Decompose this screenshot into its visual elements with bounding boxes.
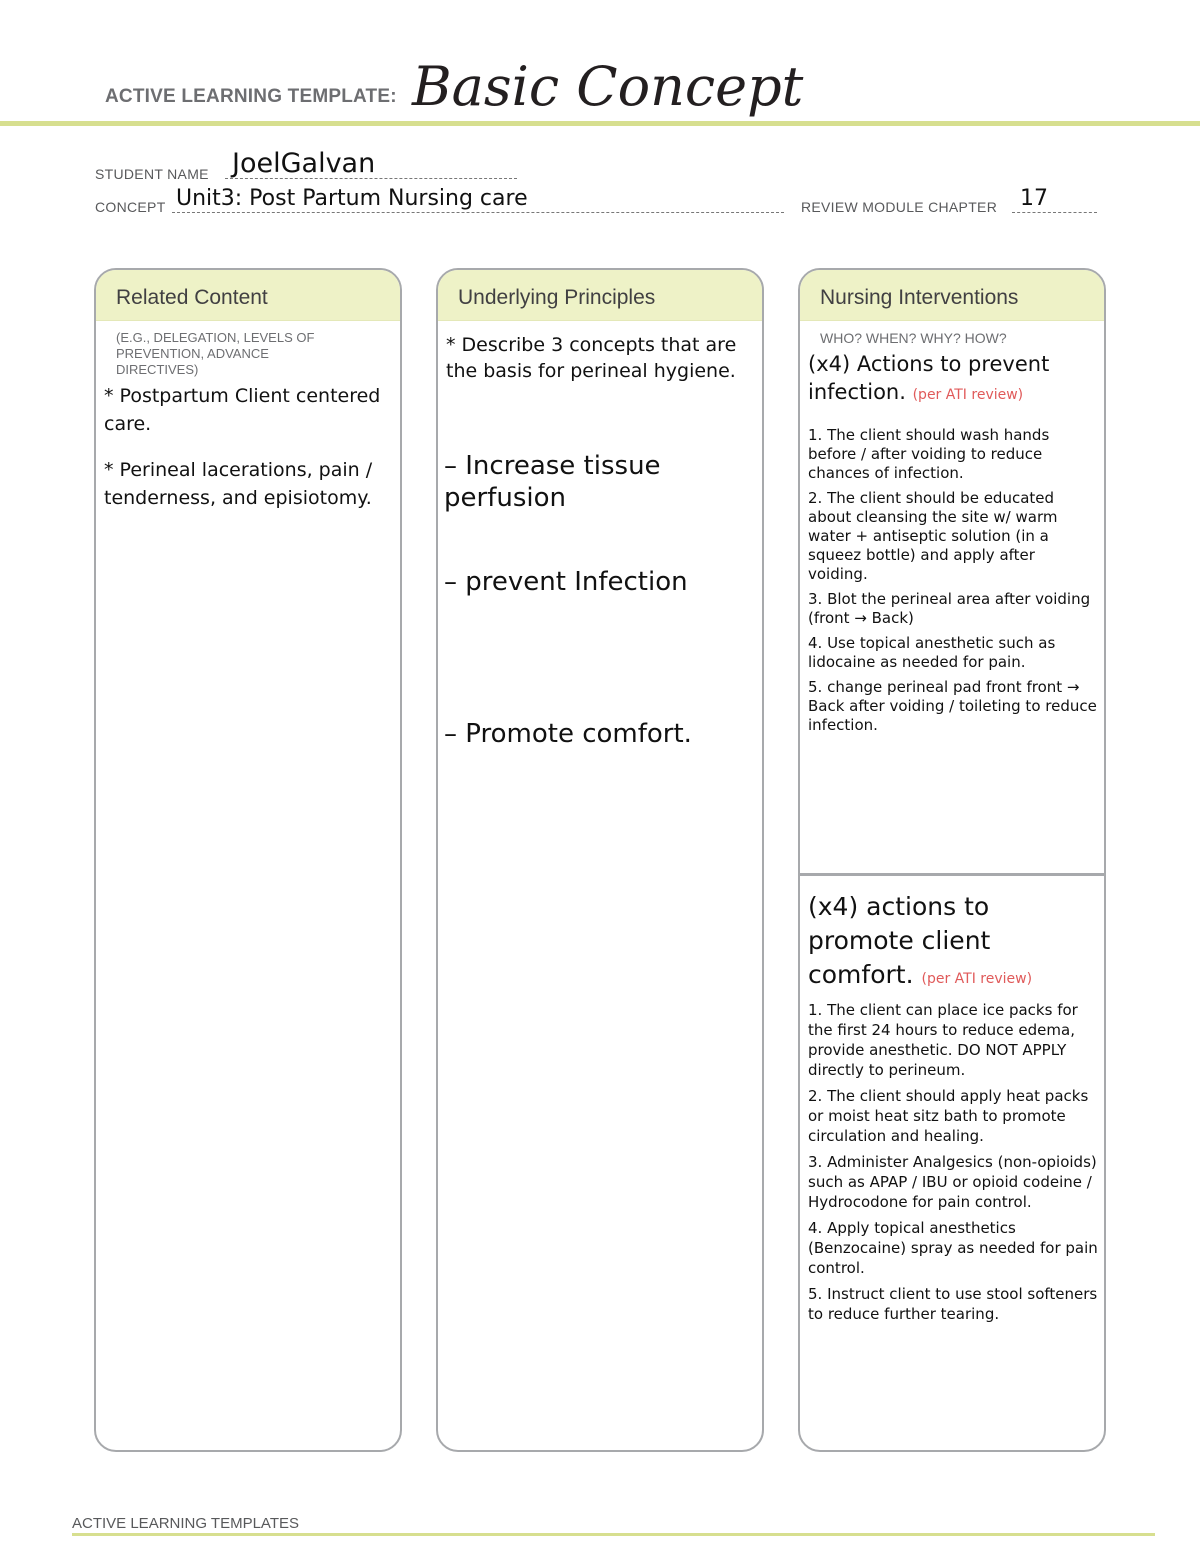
interventions-divider [800, 873, 1104, 876]
student-name-value: JoelGalvan [232, 148, 376, 179]
infection-heading: (x4) Actions to prevent infection. [808, 352, 1050, 404]
comfort-heading: (x4) actions to promote client comfort. [808, 892, 991, 989]
list-item: 5. change perineal pad front front → Back after voiding / toileting to reduce infection. [808, 678, 1097, 734]
list-item: 1. The client can place ice packs for the first 24 hours to reduce edema, provide anesthetic. DO NOT APPLY directly to perineum. [808, 1001, 1078, 1079]
template-label: ACTIVE LEARNING TEMPLATE: [105, 86, 397, 107]
infection-heading-block [808, 350, 1098, 409]
list-item: 3. Administer Analgesics (non-opioids) such as APAP / IBU or opioid codeine / Hydrocodone for pain control. [808, 1153, 1097, 1211]
list-item: 1. The client should wash hands before / after voiding to reduce chances of infection. [808, 426, 1050, 482]
list-item: 3. Blot the perineal area after voiding (front → Back) [808, 590, 1091, 627]
underlying-principles-header [438, 270, 762, 321]
principle-item: – prevent Infection [444, 567, 688, 597]
comfort-heading-block [808, 890, 1098, 996]
underlying-principles-panel [436, 268, 764, 1452]
comfort-actions-list [808, 1000, 1098, 1330]
comfort-note: (per ATI review) [921, 971, 1033, 987]
page-title: Basic Concept [412, 55, 804, 118]
nursing-interventions-header [800, 270, 1104, 321]
student-name-label: STUDENT NAME [95, 166, 209, 182]
list-item: 2. The client should be educated about cleansing the site w/ warm water + antiseptic solution (in a squeez bottle) and apply after voiding. [808, 489, 1058, 583]
nursing-interventions-title: Nursing Interventions [820, 286, 1019, 309]
list-item: 2. The client should apply heat packs or moist heat sitz bath to promote circulation and healing. [808, 1087, 1089, 1145]
concept-label: CONCEPT [95, 199, 166, 215]
list-item: 4. Apply topical anesthetics (Benzocaine) spray as needed for pain control. [808, 1219, 1098, 1277]
principles-intro: * Describe 3 concepts that are the basis for perineal hygiene. [446, 334, 737, 382]
principle-item: – Promote comfort. [444, 719, 692, 749]
underlying-principles-title: Underlying Principles [458, 286, 656, 309]
infection-note: (per ATI review) [912, 387, 1024, 403]
related-content-title: Related Content [116, 286, 268, 309]
related-content-header [96, 270, 400, 321]
list-item: 5. Instruct client to use stool softeners to reduce further tearing. [808, 1285, 1098, 1323]
footer-divider [72, 1533, 1155, 1536]
related-content-panel [94, 268, 402, 1452]
chapter-value: 17 [1020, 186, 1048, 211]
chapter-label: REVIEW MODULE CHAPTER [801, 199, 998, 215]
footer-text: ACTIVE LEARNING TEMPLATES [72, 1515, 299, 1532]
related-content-hint: (E.G., DELEGATION, LEVELS OF PREVENTION, ADVANCE DIRECTIVES) [116, 330, 315, 377]
related-note: * Perineal lacerations, pain / tenderness, and episiotomy. [104, 459, 373, 509]
infection-actions-list [808, 426, 1098, 741]
principle-item: – Increase tissue perfusion [444, 451, 661, 513]
list-item: 4. Use topical anesthetic such as lidocaine as needed for pain. [808, 634, 1056, 671]
related-note: * Postpartum Client centered care. [104, 385, 381, 435]
nursing-interventions-hint: WHO? WHEN? WHY? HOW? [820, 330, 1007, 346]
concept-value: Unit3: Post Partum Nursing care [176, 186, 528, 211]
header-divider [0, 121, 1200, 126]
nursing-interventions-panel [798, 268, 1106, 1452]
